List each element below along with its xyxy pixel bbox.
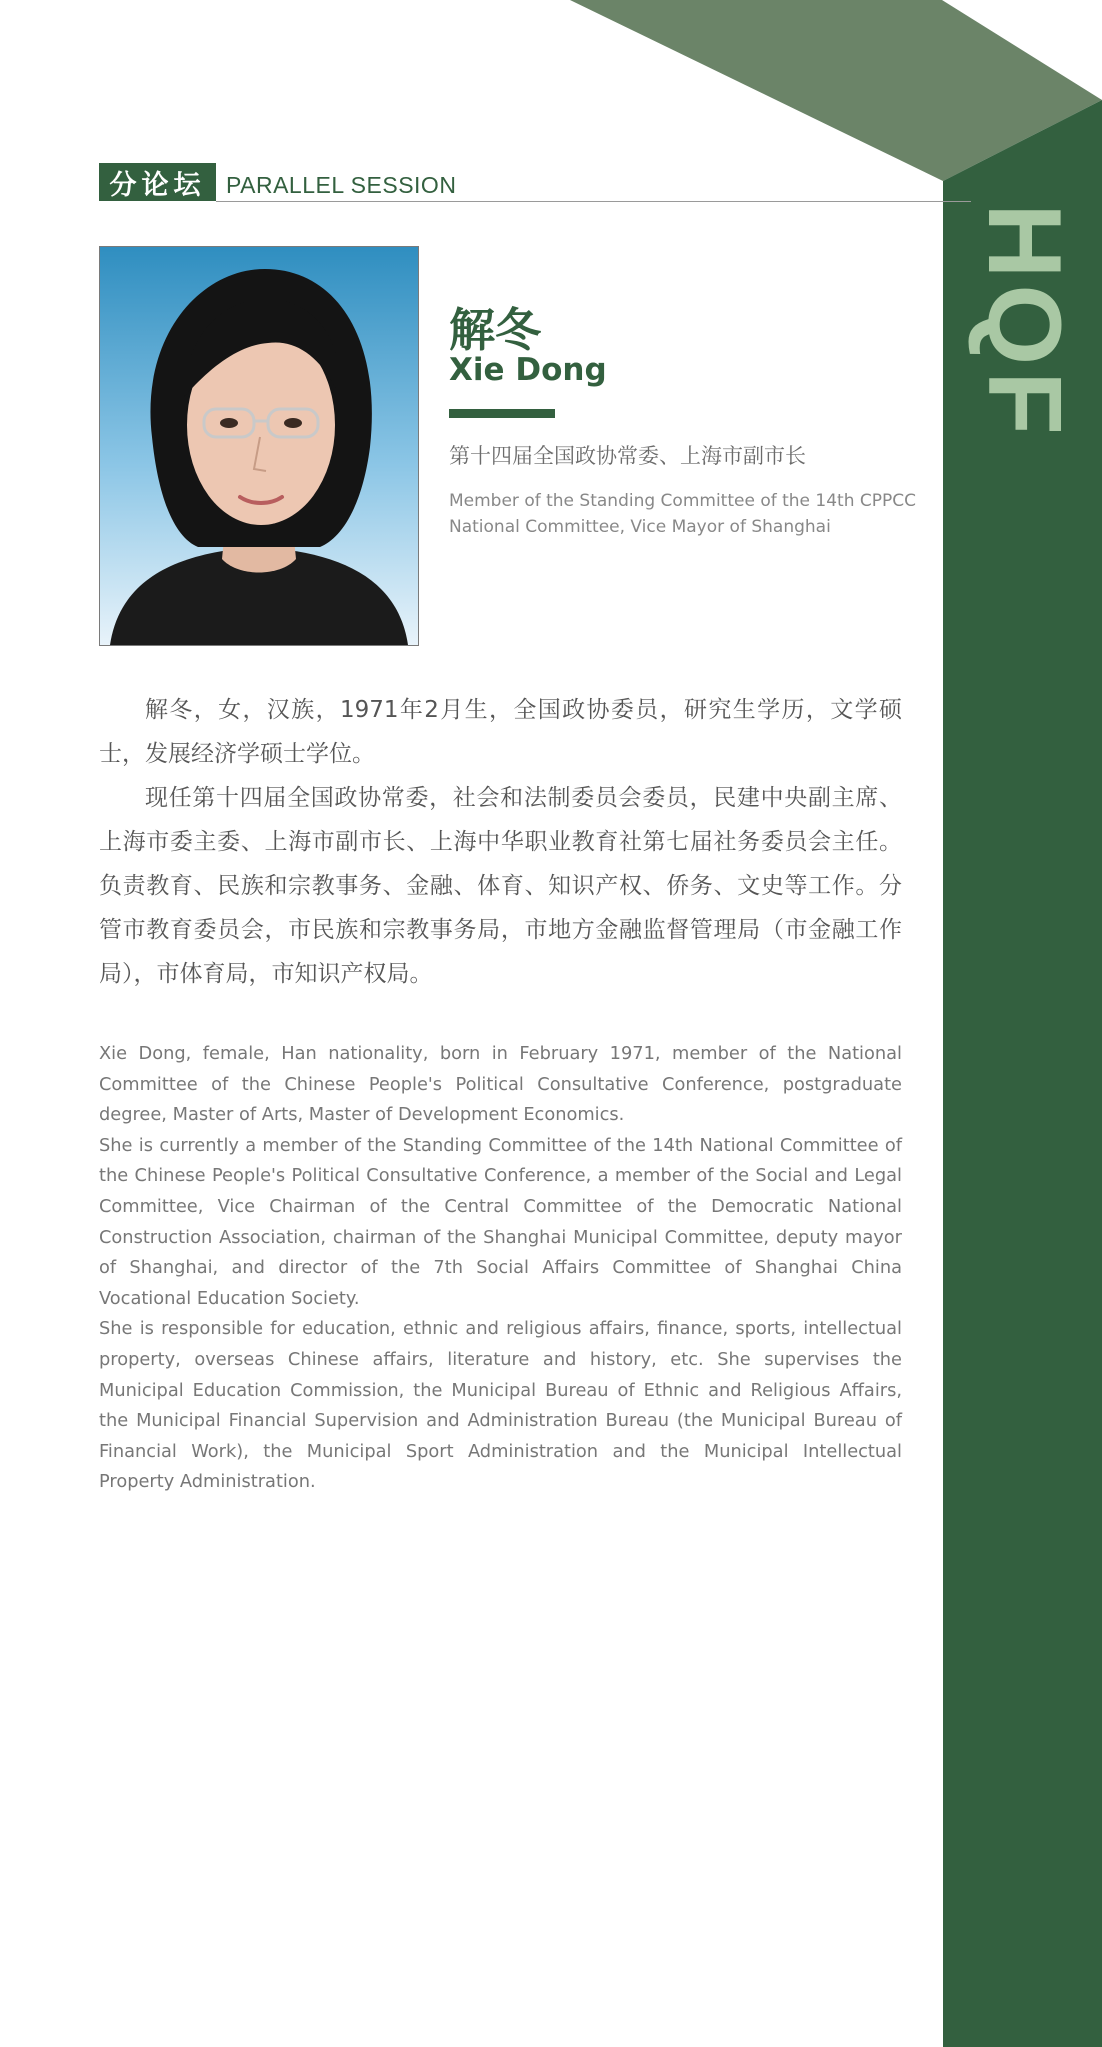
bio-en-paragraph-1: Xie Dong, female, Han nationality, born in February 1971, member of the National Committee of the Chinese People's Political Consultative Conference, postgraduate degree, Master of Arts, Master of Development Economics. [99, 1043, 902, 1126]
name-underline [449, 409, 555, 418]
bio-en-paragraph-3: She is responsible for education, ethnic and religious affairs, finance, sports, intellectual property, overseas Chinese affairs, literature and history, etc. She supervises the Municipal Education Commission, the Municipal Bureau of Ethnic and Religious Affairs, the Municipal Financial Supervision and Administration Bureau (the Municipal Bureau of Financial Work), the Municipal Sport Administration and the Municipal Intellectual Property Administration. [99, 1318, 902, 1493]
title-chinese: 第十四届全国政协常委、上海市副市长 [449, 444, 806, 468]
session-header [99, 163, 871, 203]
session-label: PARALLEL SESSION [226, 172, 457, 198]
name-english: Xie Dong [449, 352, 607, 388]
biography-english [99, 1039, 902, 1498]
portrait-icon [100, 247, 418, 645]
biography-chinese [99, 688, 902, 996]
header-divider [216, 201, 971, 202]
name-chinese: 解冬 [449, 303, 541, 357]
title-english: Member of the Standing Committee of the 14th CPPCC National Committee, Vice Mayor of Shanghai [449, 491, 917, 537]
portrait-photo [99, 246, 419, 646]
bio-cn-paragraph-2: 现任第十四届全国政协常委，社会和法制委员会委员，民建中央副主席、上海市委主委、上海市副市长、上海中华职业教育社第七届社务委员会主任。负责教育、民族和宗教事务、金融、体育、知识产权、侨务、文史等工作。分管市教育委员会，市民族和宗教事务局，市地方金融监督管理局（市金融工作局），市体育局，市知识产权局。 [99, 785, 902, 987]
bio-cn-paragraph-1: 解冬，女，汉族，1971年2月生，全国政协委员，研究生学历，文学硕士，发展经济学硕士学位。 [99, 697, 902, 767]
bio-en-paragraph-2: She is currently a member of the Standing Committee of the 14th National Committee of the Chinese People's Political Consultative Conference, a member of the Social and Legal Committee, Vice Chairman of the Central Committee of the Democratic National Construction Association, chairman of the Shanghai Municipal Committee, deputy mayor of Shanghai, and director of the 7th Social Affairs Committee of Shanghai China Vocational Education Society. [99, 1134, 902, 1309]
side-watermark-text: HQF [966, 203, 1082, 441]
session-badge: 分论坛 [99, 163, 216, 201]
